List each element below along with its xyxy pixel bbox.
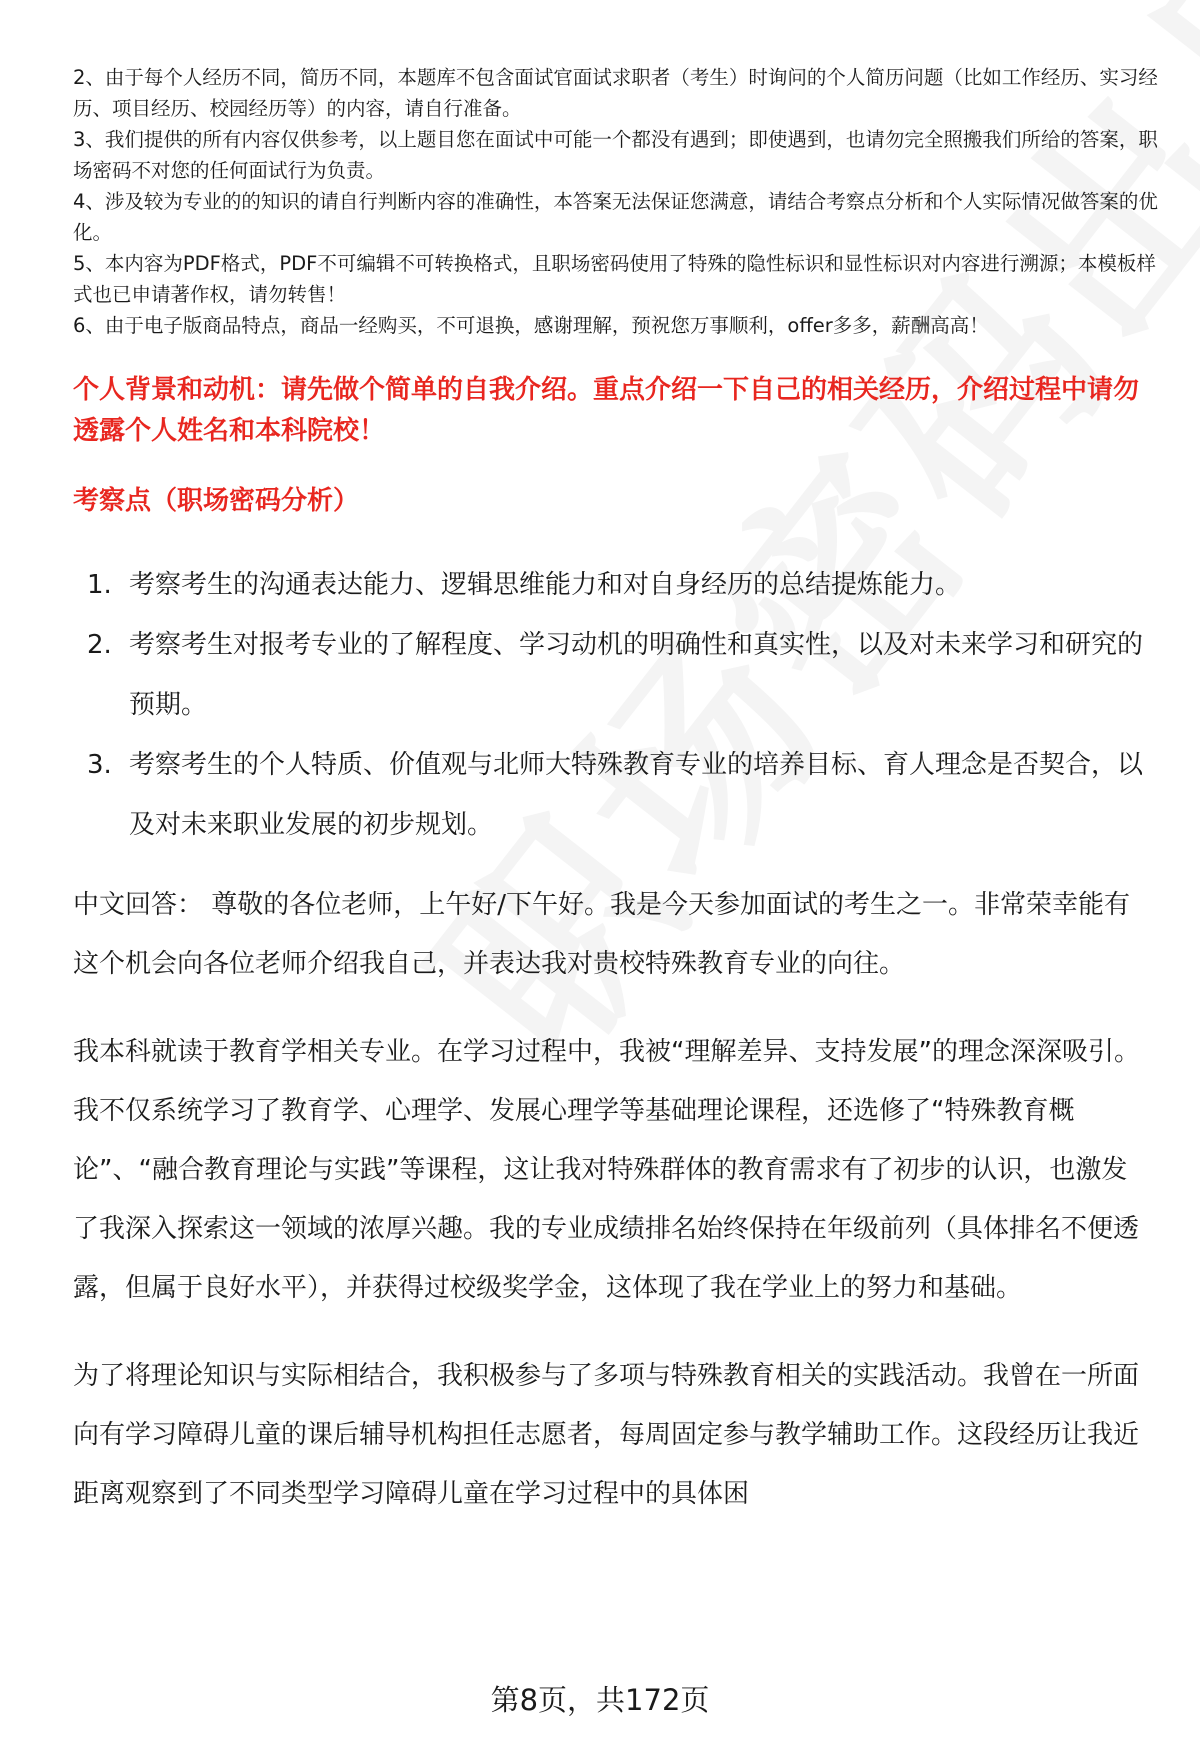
- disclaimer-notes: [73, 62, 1163, 341]
- page-number: 第8页，共172页: [490, 1683, 710, 1717]
- list-text: 考察考生的沟通表达能力、逻辑思维能力和对自身经历的总结提炼能力。: [129, 570, 962, 600]
- note-item: 5、本内容为PDF格式，PDF不可编辑不可转换格式，且职场密码使用了特殊的隐性标识和显性标识对内容进行溯源；本模板样式也已申请著作权，请勿转售！: [73, 252, 1156, 306]
- note-item: 2、由于每个人经历不同，简历不同，本题库不包含面试官面试求职者（考生）时询问的个人简历问题（比如工作经历、实习经历、项目经历、校园经历等）的内容，请自行准备。: [73, 66, 1158, 120]
- list-number: 2.: [87, 630, 112, 660]
- note-item: 3、我们提供的所有内容仅供参考，以上题目您在面试中可能一个都没有遇到；即使遇到，也请勿完全照搬我们所给的答案，职场密码不对您的任何面试行为负责。: [73, 128, 1158, 182]
- assessment-points: [73, 555, 1163, 855]
- list-item: [73, 735, 1163, 855]
- list-item: [73, 555, 1163, 615]
- section-title: 考察点（职场密码分析）: [73, 486, 360, 516]
- answer-paragraph: 中文回答： 尊敬的各位老师，上午好/下午好。我是今天参加面试的考生之一。非常荣幸能有这个机会向各位老师介绍我自己，并表达我对贵校特殊教育专业的向往。: [73, 890, 1131, 979]
- list-text: 考察考生对报考专业的了解程度、学习动机的明确性和真实性，以及对未来学习和研究的预期。: [129, 630, 1144, 720]
- list-text: 考察考生的个人特质、价值观与北师大特殊教育专业的培养目标、育人理念是否契合，以及对未来职业发展的初步规划。: [129, 750, 1144, 840]
- list-number: 3.: [87, 750, 112, 780]
- question-heading: 个人背景和动机：请先做个简单的自我介绍。重点介绍一下自己的相关经历，介绍过程中请勿透露个人姓名和本科院校！: [73, 375, 1140, 446]
- note-item: 6、由于电子版商品特点，商品一经购买，不可退换，感谢理解，预祝您万事顺利，offer多多，薪酬高高！: [73, 314, 989, 337]
- note-item: 4、涉及较为专业的的知识的请自行判断内容的准确性，本答案无法保证您满意，请结合考察点分析和个人实际情况做答案的优化。: [73, 190, 1158, 244]
- list-number: 1.: [87, 570, 112, 600]
- answer-paragraph: 为了将理论知识与实际相结合，我积极参与了多项与特殊教育相关的实践活动。我曾在一所面向有学习障碍儿童的课后辅导机构担任志愿者，每周固定参与教学辅助工作。这段经历让我近距离观察到了不同类型学习障碍儿童在学习过程中的具体困: [73, 1361, 1140, 1509]
- answer-body: [73, 876, 1153, 1553]
- list-item: [73, 615, 1163, 735]
- answer-paragraph: 我本科就读于教育学相关专业。在学习过程中，我被“理解差异、支持发展”的理念深深吸引。我不仅系统学习了教育学、心理学、发展心理学等基础理论课程，还选修了“特殊教育概论”、“融合教育理论与实践”等课程，这让我对特殊群体的教育需求有了初步的认识，也激发了我深入探索这一领域的浓厚兴趣。我的专业成绩排名始终保持在年级前列（具体排名不便透露，但属于良好水平），并获得过校级奖学金，这体现了我在学业上的努力和基础。: [73, 1037, 1140, 1303]
